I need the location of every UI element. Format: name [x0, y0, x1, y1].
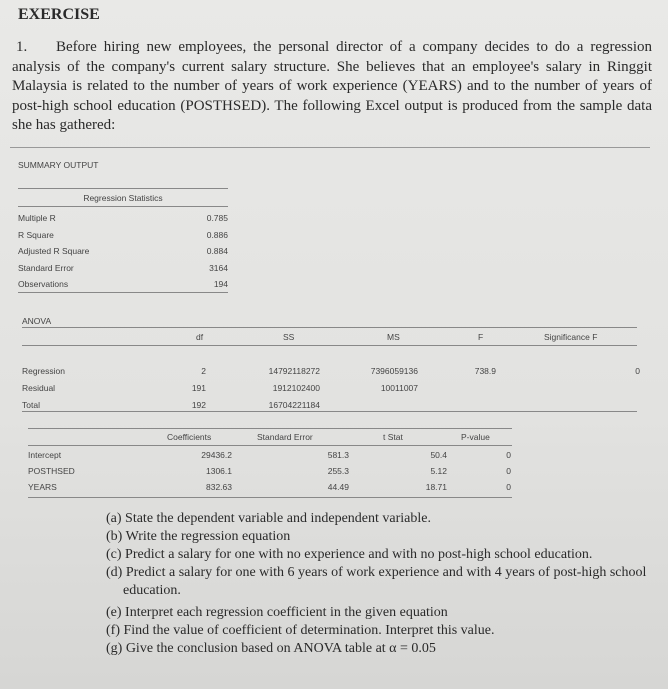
coefficient-cell: 255.3: [327, 466, 349, 476]
coefficient-row-label: POSTHSED: [28, 466, 75, 476]
divider: [28, 445, 512, 446]
coefficient-cell: 50.4: [430, 450, 447, 460]
coefficient-cell: 0: [506, 482, 511, 492]
divider: [28, 428, 512, 429]
anova-cell: 7396059136: [370, 366, 418, 376]
question-item: (f) Find the value of coefficient of determination. Interpret this value.: [106, 623, 495, 638]
regression-statistics-header: Regression Statistics: [83, 193, 163, 203]
stat-label: Observations: [18, 279, 69, 290]
stat-value: 0.785: [206, 213, 228, 224]
question-item: (b) Write the regression equation: [106, 529, 291, 544]
anova-cell: 191: [191, 383, 206, 393]
anova-cell: 14792118272: [268, 366, 320, 376]
summary-output-label: SUMMARY OUTPUT: [18, 160, 99, 170]
stat-value: 194: [213, 279, 228, 290]
divider: [28, 497, 512, 498]
stat-label: R Square: [18, 229, 54, 240]
stat-value: 0.884: [206, 246, 228, 257]
divider: [18, 206, 228, 207]
anova-header-significance-f: Significance F: [544, 332, 598, 342]
anova-row-label: Residual: [22, 383, 56, 393]
divider: [22, 327, 637, 328]
stat-label: Multiple R: [18, 213, 56, 224]
regression-stat-row: [18, 210, 228, 227]
anova-label: ANOVA: [22, 316, 52, 326]
stat-value: 3164: [209, 262, 228, 273]
anova-cell: 0: [635, 366, 640, 376]
coefficient-cell: 44.49: [327, 482, 349, 492]
anova-header-f: F: [478, 332, 484, 342]
coefficient-row-label: Intercept: [28, 450, 62, 460]
anova-row-label: Regression: [22, 366, 65, 376]
anova-cell: 2: [201, 366, 206, 376]
regression-stat-row: [18, 276, 228, 293]
anova-row-label: Total: [22, 400, 40, 410]
question-number: 1.: [16, 39, 28, 55]
anova-cell: 192: [191, 400, 206, 410]
coefficient-cell: 581.3: [327, 450, 349, 460]
anova-cell: 16704221184: [268, 400, 320, 410]
coef-header-t-stat: t Stat: [383, 432, 403, 442]
anova-cell: 1912102400: [272, 383, 320, 393]
regression-stat-row: [18, 260, 228, 277]
anova-header-df: df: [196, 332, 204, 342]
anova-header-ms: MS: [387, 332, 400, 342]
intro-text: Before hiring new employees, the personal director of a company decides to do a regression analysis of the company's current salary structure. She believes that an employee's salary in Ringgit Malaysia is related to the number of years of work experience (YEARS) and to the number of years of post-high school education (POSTHSED). The following Excel output is produced from the sample data she has gathered:: [12, 39, 652, 133]
coefficient-cell: 0: [506, 450, 511, 460]
divider: [18, 188, 228, 189]
regression-stat-row: [18, 243, 228, 260]
question-list: [106, 510, 653, 658]
anova-cell: 10011007: [380, 383, 418, 393]
coef-header-coefficients: Coefficients: [167, 432, 212, 442]
regression-stat-row: [18, 227, 228, 244]
question-item: (e) Interpret each regression coefficient in the given equation: [106, 605, 448, 620]
anova-cell: 738.9: [474, 366, 496, 376]
question-item: (a) State the dependent variable and independent variable.: [106, 511, 431, 526]
regression-statistics-table: [18, 210, 228, 293]
coefficient-cell: 1306.1: [206, 466, 232, 476]
question-item: (g) Give the conclusion based on ANOVA table at α = 0.05: [106, 641, 436, 656]
question-item: (c) Predict a salary for one with no experience and with no post-high school education.: [106, 547, 593, 562]
divider: [22, 345, 637, 346]
stat-label: Adjusted R Square: [18, 246, 90, 257]
divider: [10, 147, 650, 148]
question-item: (d) Predict a salary for one with 6 years of work experience and with 4 years of post-high school education.: [106, 565, 647, 598]
anova-header-ss: SS: [283, 332, 295, 342]
stat-label: Standard Error: [18, 262, 74, 273]
exercise-title: EXERCISE: [18, 6, 100, 23]
coefficient-cell: 18.71: [425, 482, 447, 492]
divider: [18, 292, 228, 293]
divider: [22, 411, 637, 412]
coefficient-cell: 0: [506, 466, 511, 476]
coefficient-cell: 832.63: [206, 482, 232, 492]
coefficient-row-label: YEARS: [28, 482, 57, 492]
stat-value: 0.886: [206, 229, 228, 240]
coefficient-cell: 5.12: [430, 466, 447, 476]
question-intro: [12, 38, 652, 136]
coef-header-standard-error: Standard Error: [257, 432, 313, 442]
coefficient-cell: 29436.2: [201, 450, 232, 460]
coef-header-p-value: P-value: [461, 432, 490, 442]
